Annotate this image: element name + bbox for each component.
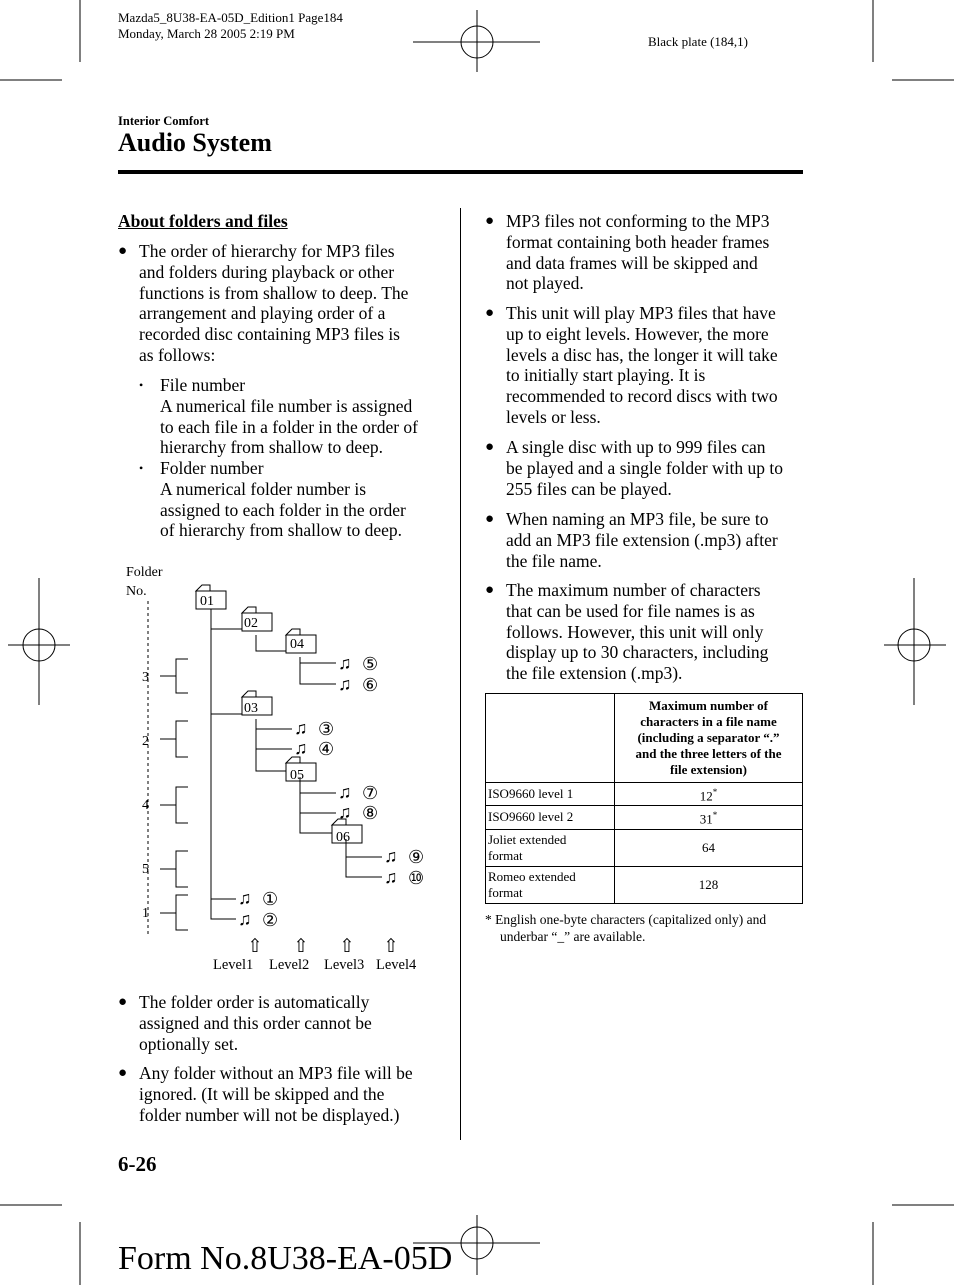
- text-line: and folders during playback or other: [139, 261, 395, 282]
- text-line: as follows:: [139, 344, 216, 365]
- table-header-row: [486, 694, 803, 783]
- title-rule: [118, 170, 803, 174]
- table-cell-value: [615, 806, 803, 829]
- music-note-icon: ♫: [294, 718, 308, 738]
- folder-id: 05: [290, 768, 304, 783]
- text-line: File number: [160, 375, 246, 395]
- subsection-heading: About folders and files: [118, 211, 288, 231]
- level-arrow-icon: ⇧: [383, 936, 399, 957]
- text-line: assigned and this order cannot be: [139, 1012, 372, 1033]
- folder-number: 2: [142, 734, 149, 749]
- folder-no-label: No.: [126, 584, 147, 599]
- text-line: (including a separator “.”: [637, 730, 780, 745]
- bullet-text: [506, 509, 778, 571]
- level-label: Level4: [376, 957, 417, 973]
- folder-number: 4: [142, 798, 149, 813]
- text-line: Joliet extended: [488, 831, 567, 847]
- music-note-icon: ♫: [384, 867, 398, 887]
- text-line: underbar “_” are available.: [500, 929, 646, 944]
- bullet-text: [506, 211, 769, 294]
- section-label: Interior Comfort: [118, 114, 210, 128]
- track-number: ③: [318, 719, 335, 739]
- text-line: Romeo extended: [488, 868, 576, 884]
- sub-bullet-text: [160, 375, 418, 458]
- bullet-dot: ●: [118, 994, 128, 1010]
- text-line: arrangement and playing order of a: [139, 303, 386, 324]
- text-line: Maximum number of: [649, 698, 768, 713]
- table-cell-format: [486, 829, 615, 866]
- text-line: When naming an MP3 file, be sure to: [506, 509, 769, 529]
- text-line: add an MP3 file extension (.mp3) after: [506, 529, 778, 550]
- table-row: [486, 866, 803, 903]
- track-number: ⑩: [408, 868, 425, 888]
- folder-number: 1: [142, 906, 149, 921]
- text-line: optionally set.: [139, 1033, 239, 1054]
- text-line: recorded disc containing MP3 files is: [139, 324, 400, 345]
- tree-line: [256, 719, 286, 771]
- text-line: ISO9660 level 1: [488, 786, 574, 802]
- sub-bullet-dot: •: [139, 461, 144, 475]
- music-note-icon: ♫: [384, 846, 398, 866]
- track-number: ⑥: [362, 675, 379, 695]
- music-note-icon: ♫: [238, 888, 252, 908]
- text-line: The maximum number of characters: [506, 580, 761, 600]
- folder-no-label: Folder: [126, 565, 163, 580]
- text-line: A numerical file number is assigned: [160, 395, 413, 416]
- text-line: ignored. (It will be skipped and the: [139, 1083, 385, 1104]
- text-line: The order of hierarchy for MP3 files: [139, 241, 395, 261]
- tree-line: [211, 609, 236, 919]
- music-note-icon: ♫: [238, 909, 252, 929]
- text-line: and data frames will be skipped and: [506, 252, 758, 273]
- folder-bracket: [176, 895, 188, 930]
- table-footnote: [485, 911, 803, 945]
- column-divider: [460, 208, 461, 1140]
- bullet-dot: ●: [485, 305, 495, 321]
- level-label: Level3: [324, 957, 365, 973]
- folder-number: 5: [142, 862, 149, 877]
- table-cell-value: [615, 783, 803, 806]
- table-row: [486, 783, 803, 806]
- bullet-text: [506, 437, 783, 499]
- level-arrow-icon: ⇧: [247, 936, 263, 957]
- track-number: ①: [262, 889, 279, 909]
- level-arrow-icon: ⇧: [339, 936, 355, 957]
- text-line: to each file in a folder in the order of: [160, 416, 419, 437]
- text-line: assigned to each folder in the order: [160, 499, 406, 520]
- bullet-text: [139, 992, 372, 1054]
- table-cell-format: [486, 783, 615, 806]
- text-line: display up to 30 characters, including: [506, 642, 769, 663]
- track-number: ⑧: [362, 803, 379, 823]
- folder-number: 3: [142, 670, 149, 685]
- text-line: up to eight levels. However, the more: [506, 323, 769, 344]
- table-row: [486, 806, 803, 829]
- text-line: of hierarchy from shallow to deep.: [160, 520, 403, 541]
- sub-bullet-text: [160, 458, 406, 541]
- text-line: and the three letters of the: [635, 746, 782, 761]
- text-line: ISO9660 level 2: [488, 809, 574, 825]
- form-number: Form No.8U38-EA-05D: [118, 1240, 453, 1277]
- bullet-dot: ●: [485, 582, 495, 598]
- text-line: hierarchy from shallow to deep.: [160, 437, 384, 458]
- folder-bracket: [176, 851, 188, 887]
- text-line: that can be used for file names is as: [506, 600, 755, 621]
- cell-value: 128: [698, 876, 719, 892]
- track-number: ④: [318, 739, 335, 759]
- text-line: follows. However, this unit will only: [506, 621, 764, 642]
- text-line: MP3 files not conforming to the MP3: [506, 211, 770, 231]
- folder-id: 01: [200, 594, 214, 609]
- bullet-text: [139, 241, 408, 366]
- tree-line: [300, 777, 332, 833]
- cell-value: 64: [702, 839, 715, 855]
- folder-hierarchy-diagram: [110, 555, 440, 980]
- table-cell-format: [486, 806, 615, 829]
- folder-bracket: [176, 721, 188, 757]
- text-line: folder number will not be displayed.): [139, 1104, 400, 1125]
- filename-length-table: [485, 693, 803, 904]
- table-header-cell: [615, 694, 803, 783]
- text-line: format containing both header frames: [506, 231, 770, 252]
- track-number: ②: [262, 910, 279, 930]
- music-note-icon: ♫: [338, 782, 352, 802]
- text-line: Any folder without an MP3 file will be: [139, 1063, 413, 1083]
- footnote-mark: *: [712, 810, 718, 821]
- doc-info-line1: Mazda5_8U38-EA-05D_Edition1 Page184: [118, 10, 343, 25]
- music-note-icon: ♫: [338, 802, 352, 822]
- table-row: [486, 829, 803, 866]
- bullet-text: [506, 303, 778, 428]
- bullet-dot: ●: [118, 1065, 128, 1081]
- music-note-icon: ♫: [338, 674, 352, 694]
- level-label: Level2: [269, 957, 310, 973]
- track-number: ⑦: [362, 783, 379, 803]
- level-label: Level1: [213, 957, 254, 973]
- tree-line: [300, 657, 336, 684]
- text-line: levels or less.: [506, 406, 601, 427]
- cell-value: 12: [699, 788, 713, 804]
- table-header-empty: [486, 694, 615, 783]
- text-line: The folder order is automatically: [139, 992, 370, 1012]
- text-line: to initially start playing. It is: [506, 365, 706, 386]
- folder-id: 04: [290, 637, 304, 652]
- table-cell-format: [486, 866, 615, 903]
- page-number: 6-26: [118, 1152, 157, 1176]
- text-line: the file extension (.mp3).: [506, 663, 683, 684]
- text-line: A numerical folder number is: [160, 478, 367, 499]
- table-cell-value: [615, 829, 803, 866]
- doc-info: [118, 10, 343, 42]
- bullet-dot: ●: [485, 511, 495, 527]
- text-line: not played.: [506, 273, 584, 294]
- text-line: levels a disc has, the longer it will take: [506, 344, 778, 365]
- text-line: 255 files can be played.: [506, 478, 672, 499]
- text-line: be played and a single folder with up to: [506, 457, 784, 478]
- table-cell-value: [615, 866, 803, 903]
- track-number: ⑨: [408, 847, 425, 867]
- doc-info-line2: Monday, March 28 2005 2:19 PM: [118, 26, 295, 41]
- music-note-icon: ♫: [294, 738, 308, 758]
- bullet-dot: ●: [118, 243, 128, 259]
- folder-bracket: [176, 659, 188, 693]
- page-title: Audio System: [118, 128, 272, 157]
- text-line: format: [488, 884, 523, 900]
- text-line: file extension): [670, 762, 747, 777]
- bullet-text: [506, 580, 768, 684]
- text-line: A single disc with up to 999 files can: [506, 437, 766, 457]
- tree-line: [346, 839, 382, 877]
- folder-id: 06: [336, 830, 350, 845]
- track-number: ⑤: [362, 654, 379, 674]
- bullet-text: [139, 1063, 413, 1125]
- plate-label: Black plate (184,1): [648, 34, 748, 49]
- tree-line: [256, 635, 286, 651]
- folder-id: 03: [244, 701, 258, 716]
- folder-id: 02: [244, 616, 258, 631]
- sub-bullet-dot: •: [139, 378, 144, 392]
- text-line: functions is from shallow to deep. The: [139, 282, 409, 303]
- bullet-dot: ●: [485, 439, 495, 455]
- text-line: characters in a file name: [640, 714, 777, 729]
- text-line: This unit will play MP3 files that have: [506, 303, 776, 323]
- text-line: Folder number: [160, 458, 264, 478]
- text-line: * English one-byte characters (capitalized only) and: [485, 912, 767, 927]
- footnote-mark: *: [712, 787, 718, 797]
- bullet-dot: ●: [485, 213, 495, 229]
- cell-value: 31: [699, 811, 713, 827]
- text-line: the file name.: [506, 550, 602, 571]
- text-line: format: [488, 847, 523, 863]
- level-arrow-icon: ⇧: [293, 936, 309, 957]
- music-note-icon: ♫: [338, 653, 352, 673]
- folder-bracket: [176, 787, 188, 823]
- text-line: recommended to record discs with two: [506, 386, 778, 407]
